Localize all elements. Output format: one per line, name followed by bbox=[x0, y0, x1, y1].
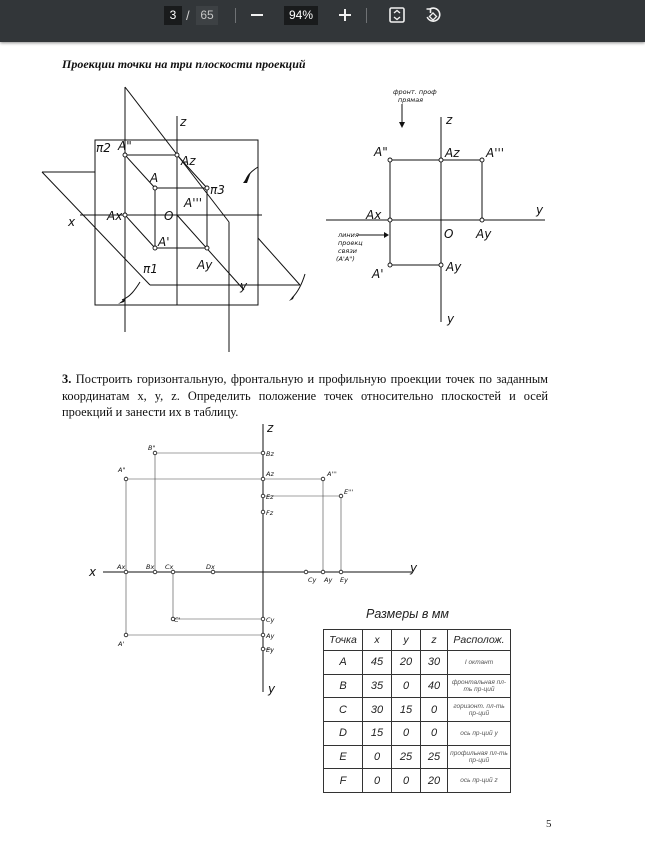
d3-point-label: Ey bbox=[340, 576, 348, 584]
d3-point-label: Ez bbox=[266, 493, 274, 501]
col-header: z bbox=[421, 630, 448, 651]
page-heading: Проекции точки на три плоскости проекций bbox=[62, 57, 306, 71]
d1-label: A' bbox=[158, 235, 170, 249]
cell-z: 20 bbox=[421, 769, 448, 793]
cell-point: C bbox=[324, 698, 363, 722]
pdf-page bbox=[0, 42, 645, 841]
d3-point-label: Bx bbox=[146, 563, 155, 571]
d2-annotation: (A'A") bbox=[336, 255, 355, 263]
table-row bbox=[324, 674, 511, 698]
d3-point-label: A" bbox=[118, 466, 126, 474]
col-header: x bbox=[363, 630, 392, 651]
task-text: Построить горизонтальную, фронтальную и профильную проекции точек по заданным координатам x, y, z. Определить положение точек относительно плоскостей и осей проекций и занести их в таблицу. bbox=[62, 372, 548, 419]
cell-point: A bbox=[324, 651, 363, 675]
d3-point-label: A' bbox=[118, 640, 125, 648]
zoom-out-button[interactable] bbox=[245, 4, 269, 26]
col-header: Располож. bbox=[448, 630, 511, 651]
cell-y: 0 bbox=[392, 674, 421, 698]
cell-z: 30 bbox=[421, 651, 448, 675]
d2-annotation: связи bbox=[338, 247, 357, 255]
d1-label: π2 bbox=[96, 141, 111, 155]
d3-point-label: Ay bbox=[266, 632, 275, 640]
d3-point-label: Cy bbox=[266, 616, 275, 624]
d1-label: Ay bbox=[197, 258, 213, 272]
d1-label: Ax bbox=[107, 209, 123, 223]
cell-x: 45 bbox=[363, 651, 392, 675]
cell-z: 25 bbox=[421, 745, 448, 769]
d2-label: O bbox=[444, 227, 454, 241]
toolbar-divider bbox=[366, 8, 367, 23]
cell-location: ось пр-ций z bbox=[448, 769, 511, 793]
cell-z: 40 bbox=[421, 674, 448, 698]
table-header-row bbox=[324, 630, 511, 651]
d3-point-label: Ax bbox=[117, 563, 126, 571]
cell-y: 25 bbox=[392, 745, 421, 769]
d1-label: π3 bbox=[210, 183, 225, 197]
d1-label: A bbox=[150, 171, 159, 185]
d3-axis-label: y bbox=[410, 561, 418, 575]
cell-location: ось пр-ций y bbox=[448, 722, 511, 746]
cell-location: I октант bbox=[448, 651, 511, 675]
table-row bbox=[324, 651, 511, 675]
d3-axis-label: x bbox=[89, 565, 97, 579]
d2-label: Ay bbox=[476, 227, 492, 241]
d3-point-label: E''' bbox=[344, 488, 354, 496]
d2-label: z bbox=[446, 113, 453, 127]
d1-label: z bbox=[180, 115, 187, 129]
col-header: Точка bbox=[324, 630, 363, 651]
cell-y: 0 bbox=[392, 722, 421, 746]
table-row bbox=[324, 769, 511, 793]
d3-point-label: Cy bbox=[308, 576, 317, 584]
cell-x: 0 bbox=[363, 745, 392, 769]
cell-y: 20 bbox=[392, 651, 421, 675]
d2-annotation: линия bbox=[338, 231, 359, 239]
d3-point-label: A''' bbox=[327, 470, 337, 478]
d2-label: A' bbox=[372, 267, 384, 281]
d2-label: y bbox=[447, 312, 455, 326]
cell-x: 35 bbox=[363, 674, 392, 698]
d1-label: A" bbox=[118, 139, 132, 153]
d3-point-label: Ay bbox=[324, 576, 333, 584]
coordinates-table bbox=[323, 629, 511, 793]
zoom-in-icon bbox=[338, 8, 352, 22]
d1-label: A''' bbox=[184, 196, 203, 210]
d1-label: O bbox=[164, 209, 174, 223]
d2-label: Ax bbox=[366, 208, 382, 222]
fit-page-icon bbox=[388, 6, 406, 24]
cell-x: 30 bbox=[363, 698, 392, 722]
pdf-toolbar bbox=[0, 0, 645, 42]
cell-point: B bbox=[324, 674, 363, 698]
cell-point: F bbox=[324, 769, 363, 793]
d3-point-label: Dx bbox=[206, 563, 215, 571]
rotate-icon bbox=[424, 6, 442, 24]
cell-point: E bbox=[324, 745, 363, 769]
table-row bbox=[324, 698, 511, 722]
toolbar-divider bbox=[235, 8, 236, 23]
d2-label: A''' bbox=[486, 146, 505, 160]
zoom-level-input[interactable]: 94% bbox=[284, 6, 318, 25]
d2-label: y bbox=[536, 203, 544, 217]
d3-point-label: Fz bbox=[266, 509, 274, 517]
zoom-out-icon bbox=[250, 8, 264, 22]
fit-page-button[interactable] bbox=[385, 4, 409, 26]
d1-label: Az bbox=[181, 154, 196, 168]
cell-x: 15 bbox=[363, 722, 392, 746]
d1-label: x bbox=[68, 215, 76, 229]
d3-axis-label: y bbox=[268, 682, 276, 696]
d2-annotation: фронт. проф bbox=[393, 88, 437, 96]
d3-point-label: Ey bbox=[266, 646, 274, 654]
page-separator: / bbox=[186, 8, 190, 23]
current-page-input[interactable]: 3 bbox=[164, 6, 182, 25]
d3-point-label: Az bbox=[266, 470, 274, 478]
d3-point-label: Cx bbox=[165, 563, 174, 571]
table-row bbox=[324, 745, 511, 769]
col-header: y bbox=[392, 630, 421, 651]
cell-z: 0 bbox=[421, 722, 448, 746]
zoom-in-button[interactable] bbox=[333, 4, 357, 26]
d2-label: Ay bbox=[446, 260, 462, 274]
rotate-button[interactable] bbox=[421, 4, 445, 26]
d2-annotation: проекц bbox=[338, 239, 363, 247]
cell-x: 0 bbox=[363, 769, 392, 793]
d3-point-label: Bz bbox=[266, 450, 274, 458]
d1-label: y bbox=[240, 279, 248, 293]
d2-label: A" bbox=[374, 145, 388, 159]
d1-label: π1 bbox=[143, 262, 158, 276]
table-title: Размеры в мм bbox=[366, 607, 449, 621]
cell-y: 15 bbox=[392, 698, 421, 722]
total-pages: 65 bbox=[196, 6, 218, 25]
cell-point: D bbox=[324, 722, 363, 746]
d3-point-label: C' bbox=[174, 616, 181, 624]
d3-axis-label: z bbox=[267, 421, 274, 435]
table-row bbox=[324, 722, 511, 746]
page-number: 5 bbox=[546, 818, 552, 830]
cell-z: 0 bbox=[421, 698, 448, 722]
d2-label: Az bbox=[445, 146, 460, 160]
cell-location: фронтальная пл-ть пр-ций bbox=[448, 674, 511, 698]
task-number: 3. bbox=[62, 372, 72, 386]
cell-location: профильная пл-ть пр-ций bbox=[448, 745, 511, 769]
d2-annotation: прямая bbox=[398, 96, 424, 104]
d3-point-label: B" bbox=[148, 444, 156, 452]
cell-location: горизонт. пл-ть пр-ций bbox=[448, 698, 511, 722]
cell-y: 0 bbox=[392, 769, 421, 793]
